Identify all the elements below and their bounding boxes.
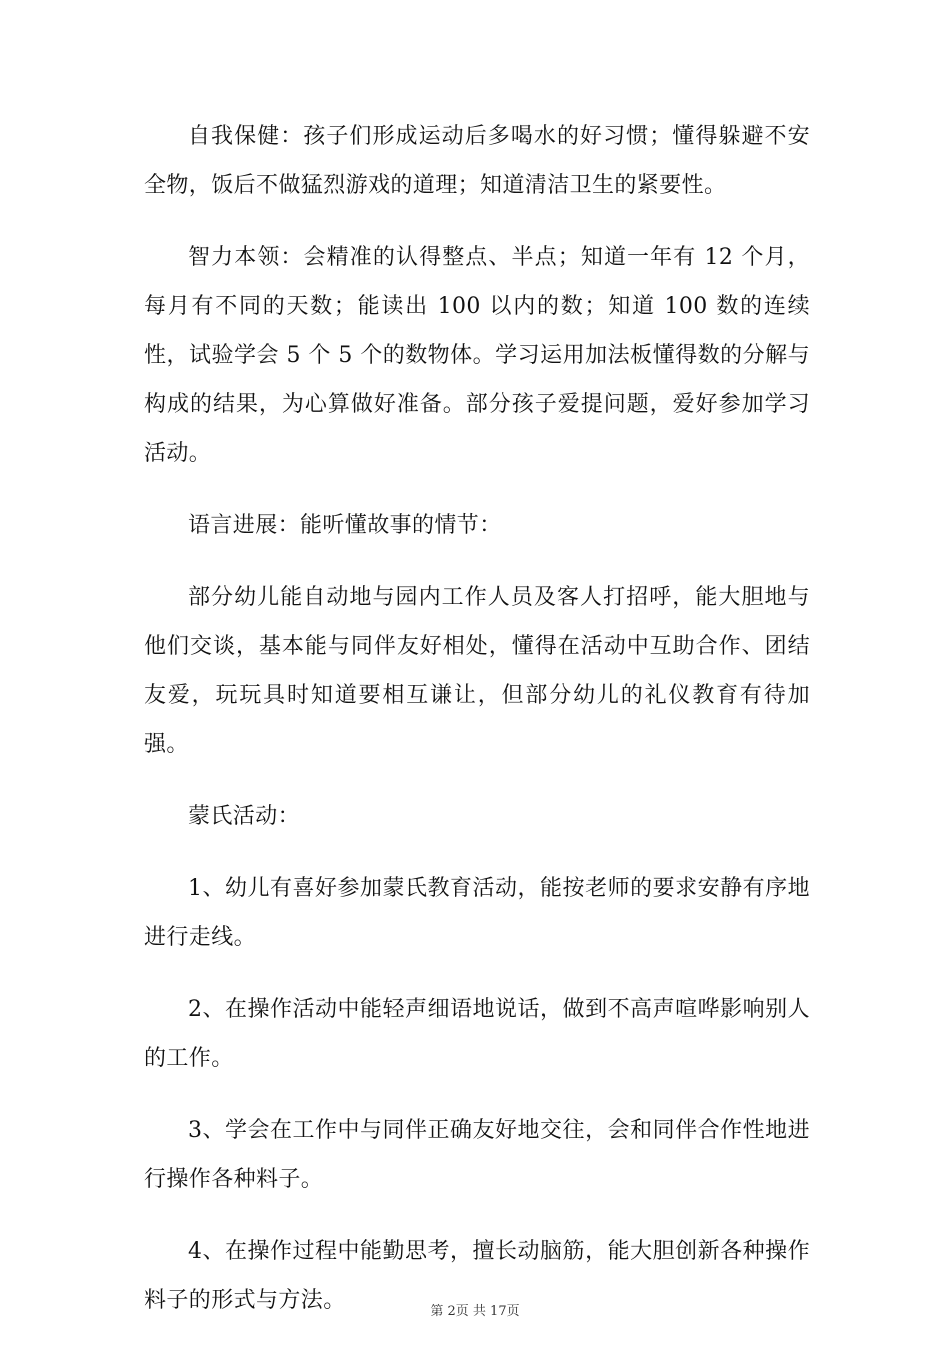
- paragraph-language-heading: 语言进展：能听懂故事的情节：: [188, 513, 502, 538]
- list-item-2: 2、在操作活动中能轻声细语地说话，做到不高声喧哗影响别人的工作。: [144, 997, 810, 1071]
- paragraph-social: 部分幼儿能自动地与园内工作人员及客人打招呼，能大胆地与他们交谈，基本能与同伴友好相处，懂得在活动中互助合作、团结友爱，玩玩具时知道要相互谦让，但部分幼儿的礼仪教育有待加强。: [144, 585, 810, 757]
- list-item-1: 1、幼儿有喜好参加蒙氏教育活动，能按老师的要求安静有序地进行走线。: [144, 876, 810, 950]
- paragraph-self-care: 自我保健：孩子们形成运动后多喝水的好习惯；懂得躲避不安全物，饭后不做猛烈游戏的道理；知道清洁卫生的紧要性。: [144, 124, 810, 198]
- document-body: [144, 112, 810, 1348]
- paragraph-montessori-heading: 蒙氏活动：: [188, 804, 301, 829]
- list-item-4: 4、在操作过程中能勤思考，擅长动脑筋，能大胆创新各种操作料子的形式与方法。: [144, 1239, 810, 1313]
- paragraph-intellect: 智力本领：会精准的认得整点、半点；知道一年有 12 个月，每月有不同的天数；能读出 100 以内的数；知道 100 数的连续性，试验学会 5 个 5 个的数物体。学习运用加法板懂得数的分解与构成的结果，为心算做好准备。部分孩子爱提问题，爱好参加学习活动。: [144, 245, 810, 466]
- page-number: 第 2页 共 17页: [430, 1304, 520, 1319]
- list-item-3: 3、学会在工作中与同伴正确友好地交往，会和同伴合作性地进行操作各种料子。: [144, 1118, 810, 1192]
